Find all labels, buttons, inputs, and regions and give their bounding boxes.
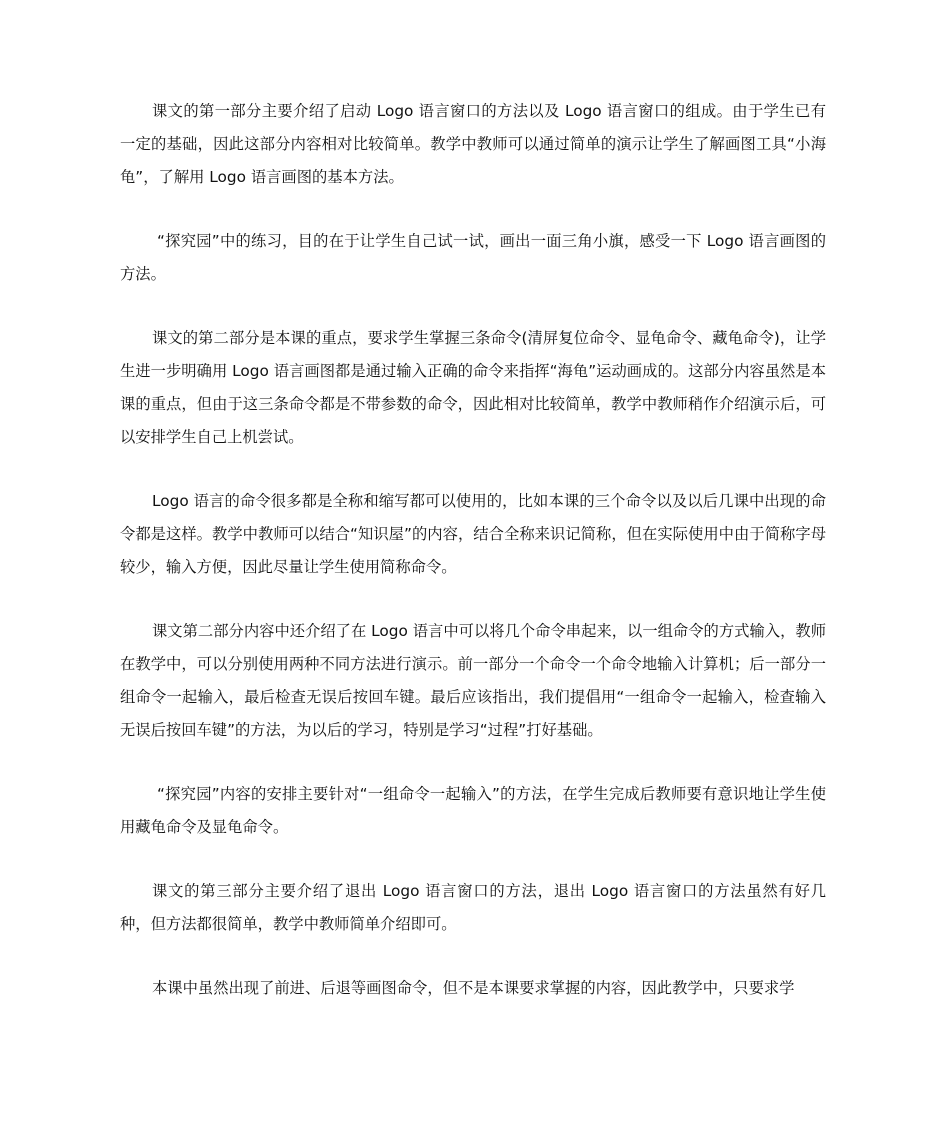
paragraph-4: Logo 语言的命令很多都是全称和缩写都可以使用的，比如本课的三个命令以及以后几课中出现的命令都是这样。教学中教师可以结合“知识屋”的内容，结合全称来识记简称，但在实际使用中由于简称字母较少，输入方便，因此尽量让学生使用简称命令。 — [120, 492, 826, 576]
paragraph-6: “探究园”内容的安排主要针对“一组命令一起输入”的方法，在学生完成后教师要有意识地让学生使用藏龟命令及显龟命令。 — [120, 785, 826, 836]
document-body — [120, 95, 826, 1036]
paragraph-5: 课文第二部分内容中还介绍了在 Logo 语言中可以将几个命令串起来，以一组命令的方式输入，教师在教学中，可以分别使用两种不同方法进行演示。前一部分一个命令一个命令地输入计算机；后一部分一组命令一起输入，最后检查无误后按回车键。最后应该指出，我们提倡用“一组命令一起输入，检查输入无误后按回车键”的方法，为以后的学习，特别是学习“过程”打好基础。 — [120, 622, 826, 739]
paragraph-2: “探究园”中的练习，目的在于让学生自己试一试，画出一面三角小旗，感受一下 Logo 语言画图的方法。 — [120, 232, 826, 283]
paragraph-7: 课文的第三部分主要介绍了退出 Logo 语言窗口的方法，退出 Logo 语言窗口的方法虽然有好几种，但方法都很简单，教学中教师简单介绍即可。 — [120, 882, 826, 933]
paragraph-8: 本课中虽然出现了前进、后退等画图命令，但不是本课要求掌握的内容，因此教学中，只要求学 — [152, 979, 795, 997]
paragraph-3: 课文的第二部分是本课的重点，要求学生掌握三条命令(清屏复位命令、显龟命令、藏龟命令)，让学生进一步明确用 Logo 语言画图都是通过输入正确的命令来指挥“海龟”运动画成的。这部分内容虽然是本课的重点，但由于这三条命令都是不带参数的命令，因此相对比较简单，教学中教师稍作介绍演示后，可以安排学生自己上机尝试。 — [120, 329, 826, 446]
paragraph-1: 课文的第一部分主要介绍了启动 Logo 语言窗口的方法以及 Logo 语言窗口的组成。由于学生已有一定的基础，因此这部分内容相对比较简单。教学中教师可以通过简单的演示让学生了解画图工具“小海龟”，了解用 Logo 语言画图的基本方法。 — [120, 102, 826, 186]
